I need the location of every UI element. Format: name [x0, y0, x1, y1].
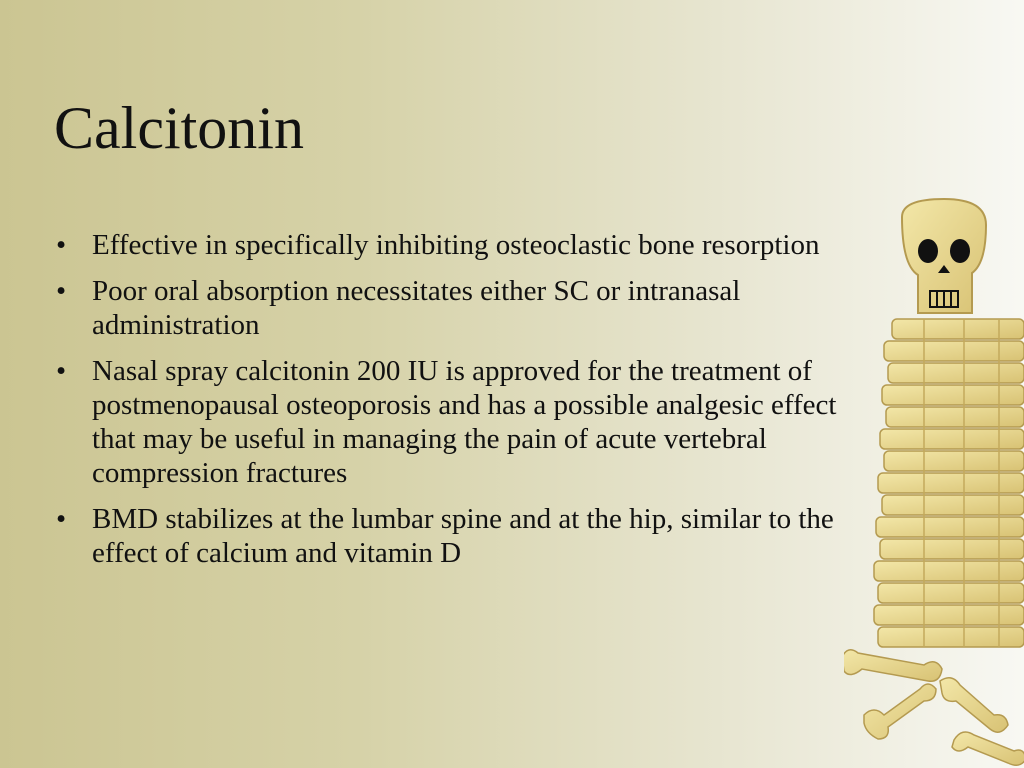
bullet-text: Nasal spray calcitonin 200 IU is approved for the treatment of postmenopausal osteoporosis and has a possible analgesic effect that may be useful in managing the pain of acute vertebral compression fractures — [92, 355, 837, 489]
bullet-item — [54, 354, 864, 490]
bullet-item — [54, 502, 864, 570]
bullet-text: Effective in specifically inhibiting osteoclastic bone resorption — [92, 229, 820, 261]
bullet-item — [54, 274, 864, 342]
bullet-item — [54, 228, 864, 262]
bone-stack-icon — [874, 319, 1024, 647]
wooden-skeleton-image — [844, 195, 1024, 768]
skull-icon — [902, 199, 986, 313]
bullet-dot-icon: • — [56, 275, 67, 307]
bullet-text: Poor oral absorption necessitates either SC or intranasal administration — [92, 275, 741, 341]
slide-title: Calcitonin — [54, 95, 304, 161]
loose-bone-icon — [844, 650, 1024, 765]
bullet-text: BMD stabilizes at the lumbar spine and at the hip, similar to the effect of calcium and vitamin D — [92, 503, 834, 569]
bullet-list — [54, 228, 864, 582]
bullet-dot-icon: • — [56, 355, 67, 387]
bullet-dot-icon: • — [56, 229, 67, 261]
bullet-dot-icon: • — [56, 503, 67, 535]
